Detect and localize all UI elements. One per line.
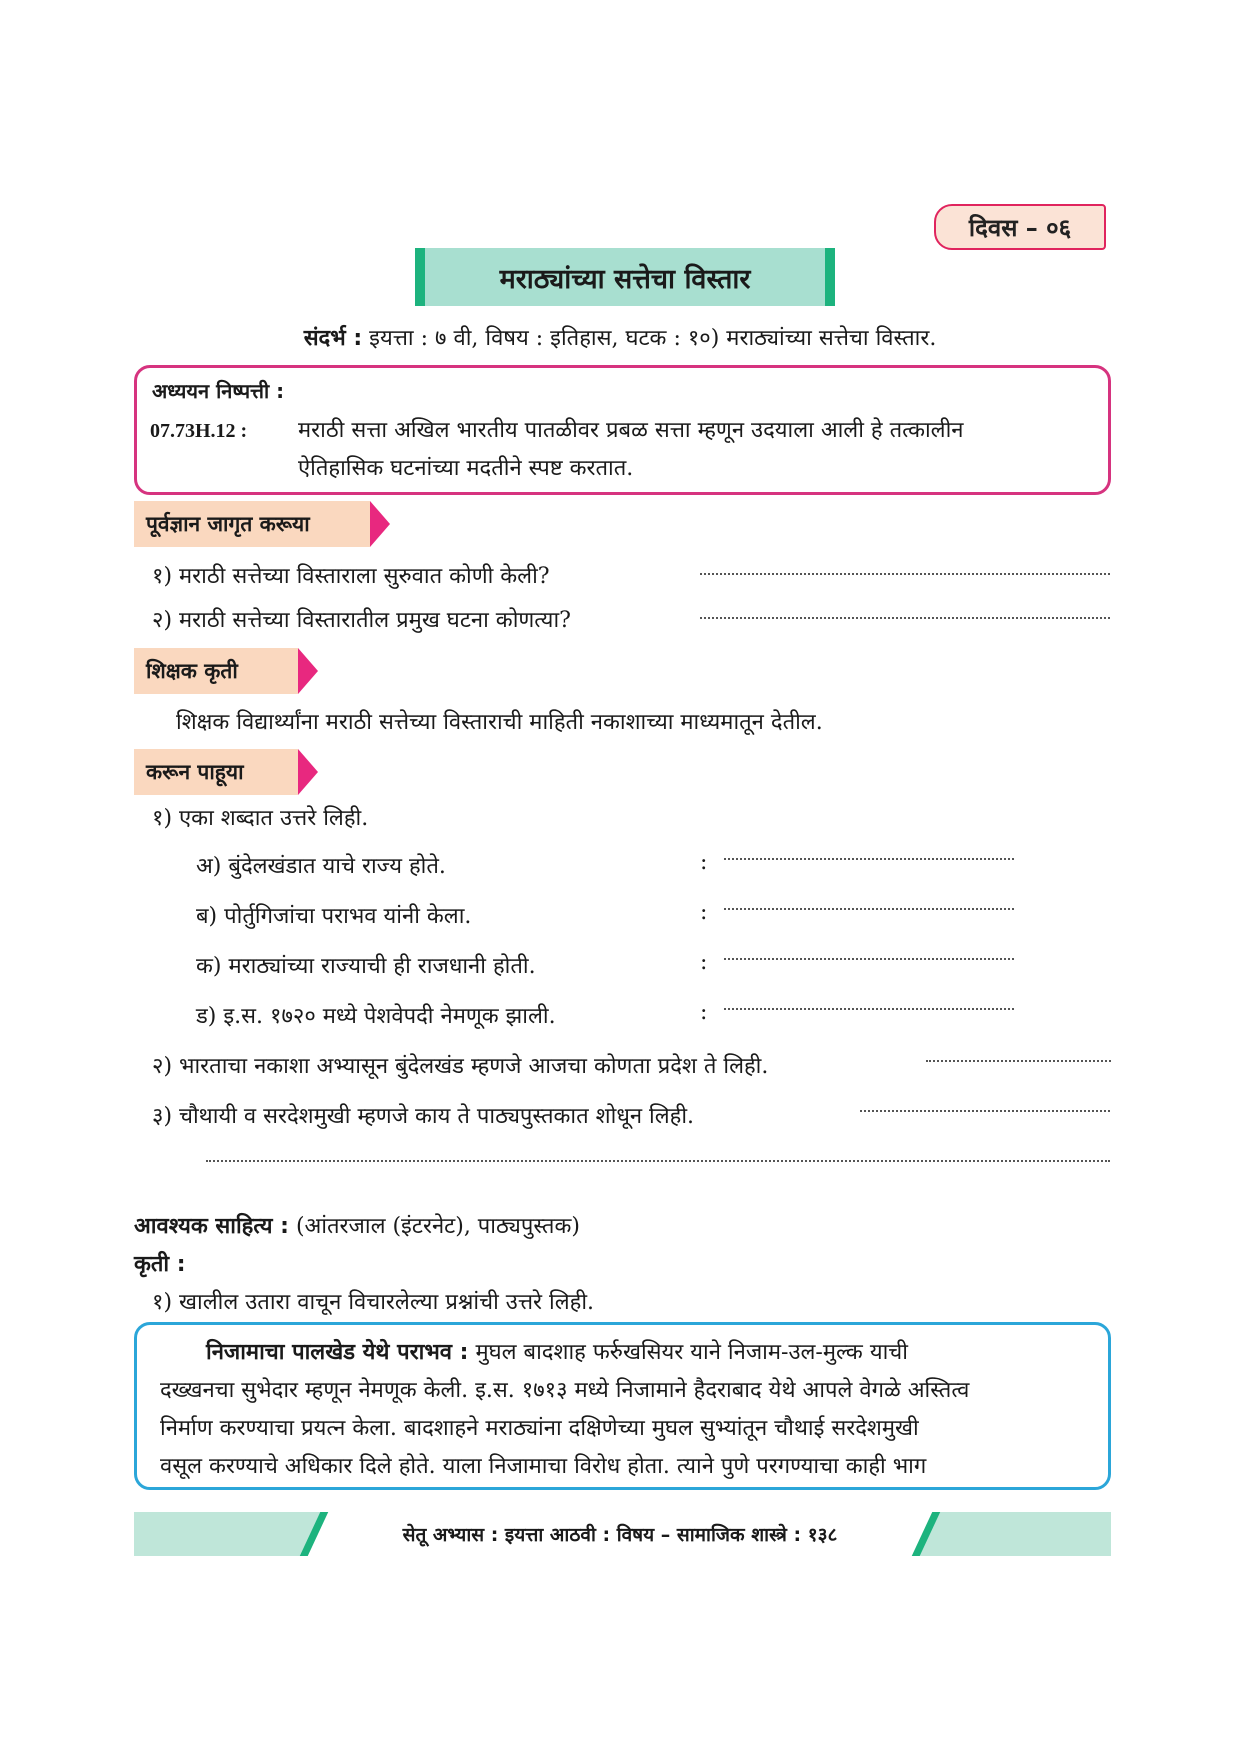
day-badge: दिवस – ०६ xyxy=(934,204,1106,250)
passage-line-1-text: मुघल बादशाह फर्रुखसियर याने निजाम-उल-मुल्क याची xyxy=(475,1340,908,1365)
try-question-3: ३) चौथायी व सरदेशमुखी म्हणजे काय ते पाठ्यपुस्तकात शोधून लिही. xyxy=(152,1104,695,1129)
materials-line xyxy=(134,1210,580,1240)
section-tag-try-it: करून पाहूया xyxy=(134,749,298,795)
learning-outcome-line-1: मराठी सत्ता अखिल भारतीय पातळीवर प्रबळ सत्ता म्हणून उदयाला आली हे तत्कालीन xyxy=(298,418,964,443)
passage-line-4: वसूल करण्याचे अधिकार दिले होते. याला निजामाचा विरोध होता. त्याने पुणे परगण्याचा काही भाग xyxy=(160,1454,927,1479)
answer-colon: : xyxy=(700,900,708,925)
learning-outcome-code: 07.73H.12 : xyxy=(150,420,248,442)
answer-colon: : xyxy=(700,850,708,875)
answer-line xyxy=(206,1160,1110,1162)
answer-colon: : xyxy=(700,1000,708,1025)
section-tag-prior-knowledge: पूर्वज्ञान जागृत करूया xyxy=(134,501,370,547)
prior-question-2: २) मराठी सत्तेच्या विस्तारातील प्रमुख घटना कोणत्या? xyxy=(152,608,571,633)
answer-line xyxy=(724,858,1014,860)
passage-title: निजामाचा पालखेड येथे पराभव : xyxy=(206,1340,469,1365)
activity-item-1: १) खालील उतारा वाचून विचारलेल्या प्रश्नांची उत्तरे लिही. xyxy=(152,1290,595,1315)
try-item-d: ड) इ.स. १७२० मध्ये पेशवेपदी नेमणूक झाली. xyxy=(196,1004,556,1029)
footer-text: सेतू अभ्यास : इयत्ता आठवी : विषय – सामाजिक शास्त्रे : १३८ xyxy=(402,1524,838,1546)
passage-line-3: निर्माण करण्याचा प्रयत्न केला. बादशाहने मराठ्यांना दक्षिणेच्या मुघल सुभ्यांतून चौथाई सरदेशमुखी xyxy=(160,1416,919,1441)
answer-line xyxy=(700,573,1110,575)
section-tag-arrow xyxy=(298,749,318,795)
passage-line-1 xyxy=(206,1336,908,1366)
materials-label: आवश्यक साहित्य : xyxy=(134,1214,289,1239)
answer-line xyxy=(724,908,1014,910)
try-question-2: २) भारताचा नकाशा अभ्यासून बुंदेलखंड म्हणजे आजचा कोणता प्रदेश ते लिही. xyxy=(152,1054,769,1079)
try-question-1: १) एका शब्दात उत्तरे लिही. xyxy=(152,806,369,831)
learning-outcome-heading: अध्ययन निष्पत्ती : xyxy=(152,379,285,403)
activity-heading: कृती : xyxy=(134,1252,186,1277)
reference-text: इयत्ता : ७ वी, विषय : इतिहास, घटक : १०) मराठ्यांच्या सत्तेचा विस्तार. xyxy=(369,326,937,351)
try-item-a: अ) बुंदेलखंडात याचे राज्य होते. xyxy=(196,854,446,879)
prior-question-1: १) मराठी सत्तेच्या विस्ताराला सुरुवात कोणी केली? xyxy=(152,564,550,589)
answer-colon: : xyxy=(700,950,708,975)
materials-text: (आंतरजाल (इंटरनेट), पाठ्यपुस्तक) xyxy=(295,1214,580,1239)
section-tag-teacher-activity: शिक्षक कृती xyxy=(134,648,298,694)
section-tag-arrow xyxy=(298,648,318,694)
try-item-b: ब) पोर्तुगिजांचा पराभव यांनी केला. xyxy=(196,904,472,929)
teacher-activity-text: शिक्षक विद्यार्थ्यांना मराठी सत्तेच्या विस्ताराची माहिती नकाशाच्या माध्यमातून देतील. xyxy=(176,710,823,735)
answer-line xyxy=(724,1008,1014,1010)
answer-line xyxy=(700,617,1110,619)
passage-line-2: दख्खनचा सुभेदार म्हणून नेमणूक केली. इ.स. १७१३ मध्ये निजामाने हैदराबाद येथे आपले वेगळे अस्तित्व xyxy=(160,1378,970,1403)
reference-line xyxy=(0,322,1240,352)
answer-line xyxy=(724,958,1014,960)
try-item-c: क) मराठ्यांच्या राज्याची ही राजधानी होती. xyxy=(196,954,536,979)
section-tag-arrow xyxy=(370,501,390,547)
page-title: मराठ्यांच्या सत्तेचा विस्तार xyxy=(415,248,835,306)
learning-outcome-line-2: ऐतिहासिक घटनांच्या मदतीने स्पष्ट करतात. xyxy=(298,456,634,481)
reference-label: संदर्भ : xyxy=(303,326,363,351)
answer-line xyxy=(860,1110,1110,1112)
answer-line xyxy=(926,1060,1111,1062)
